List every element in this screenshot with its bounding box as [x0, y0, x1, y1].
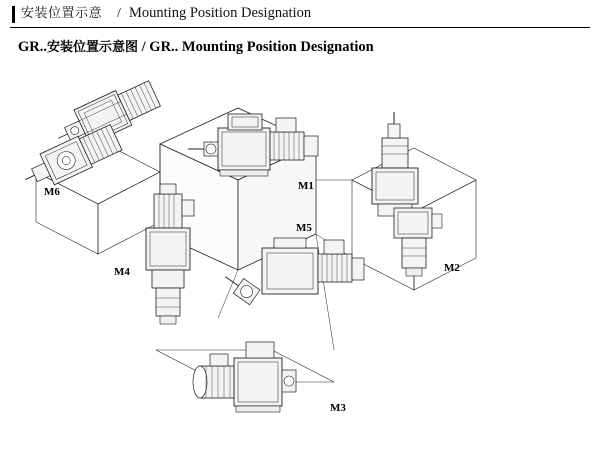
subtitle-separator: /	[138, 39, 150, 55]
mounting-position-diagram	[0, 62, 600, 457]
page-header	[0, 0, 600, 28]
unit-m6	[18, 76, 162, 195]
subtitle-prefix: GR..	[18, 39, 47, 55]
label-m3: M3	[330, 402, 346, 414]
unit-m4	[146, 184, 194, 324]
label-m2: M2	[444, 262, 460, 274]
subtitle-en: GR.. Mounting Position Designation	[149, 39, 374, 55]
header-accent-bar	[12, 6, 15, 23]
section-subtitle	[18, 36, 374, 56]
label-m5: M5	[296, 222, 312, 234]
subtitle-cn: 安装位置示意图	[47, 40, 139, 55]
header-divider	[10, 27, 590, 28]
label-m4: M4	[114, 266, 130, 278]
label-m1: M1	[298, 180, 314, 192]
diagram-svg	[0, 62, 600, 457]
header-title-en: Mounting Position Designation	[129, 5, 312, 21]
label-m6: M6	[44, 186, 60, 198]
unit-m2	[372, 112, 442, 276]
header-separator: /	[117, 6, 121, 21]
header-title-cn: 安装位置示意	[21, 6, 103, 21]
unit-m3	[193, 342, 296, 412]
